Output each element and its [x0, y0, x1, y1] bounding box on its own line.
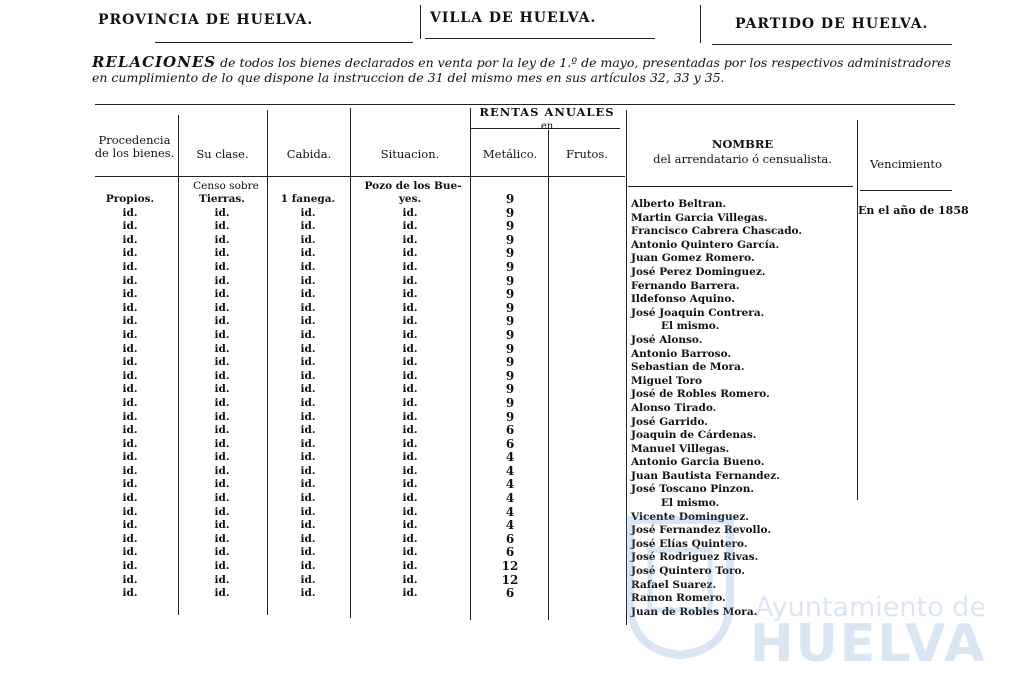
procedencia-cell-repeat: id.: [122, 383, 138, 396]
procedencia-cell-repeat: id.: [122, 369, 138, 382]
arrendatario-name: José de Robles Romero.: [631, 388, 770, 401]
cabida-cell-repeat: id.: [300, 369, 316, 382]
clase-cell-repeat: id.: [214, 546, 230, 559]
procedencia-cell-repeat: id.: [122, 424, 138, 437]
arrendatario-name: Vicente Dominguez.: [631, 510, 749, 523]
cabida-cell-repeat: id.: [300, 315, 316, 328]
arrendatario-name: José Quintero Toro.: [631, 565, 745, 578]
header-divider-right: [700, 5, 701, 43]
procedencia-cell-repeat: id.: [122, 532, 138, 545]
arrendatario-name: José Joaquin Contrera.: [631, 306, 765, 319]
clase-cell-repeat: id.: [214, 356, 230, 369]
clase-cell-repeat: id.: [214, 328, 230, 341]
metalico-value: 9: [505, 192, 515, 206]
clase-cell-repeat: id.: [214, 260, 230, 273]
cabida-cell-repeat: id.: [300, 560, 316, 573]
metalico-value: 4: [505, 504, 515, 519]
metalico-value: 9: [505, 219, 515, 234]
situacion-cell-repeat: id.: [402, 233, 418, 246]
clase-cell-repeat: id.: [214, 369, 230, 382]
procedencia-cell-repeat: id.: [122, 247, 138, 260]
header-rule-middle: [425, 38, 655, 39]
cabida-cell-repeat: id.: [300, 342, 316, 355]
cabida-cell-repeat: id.: [300, 301, 316, 314]
situacion-cell-repeat: id.: [402, 587, 418, 600]
cabida-cell-repeat: id.: [300, 396, 316, 409]
arrendatario-name: José Perez Dominguez.: [631, 265, 766, 278]
metalico-value: 12: [501, 559, 519, 574]
clase-cell-repeat: id.: [214, 560, 230, 573]
cabida-cell-repeat: id.: [300, 233, 316, 246]
arrendatario-name: José Elías Quintero.: [631, 537, 748, 550]
clase-cell-repeat: id.: [214, 233, 230, 246]
metalico-value: 9: [505, 327, 515, 342]
procedencia-cell-repeat: id.: [122, 342, 138, 355]
table-header-rule-name: [628, 186, 853, 187]
situacion-cell-repeat: id.: [402, 451, 418, 464]
clase-cell-repeat: id.: [214, 464, 230, 477]
col-situacion: Situacion.: [380, 147, 440, 161]
arrendatario-name: Manuel Villegas.: [631, 442, 730, 455]
metalico-value: 6: [505, 531, 515, 546]
situacion-cell-repeat: id.: [402, 356, 418, 369]
metalico-value: 9: [505, 300, 515, 315]
arrendatario-name: Sebastian de Mora.: [631, 361, 745, 374]
arrendatario-name: Francisco Cabrera Chascado.: [631, 225, 803, 238]
clase-column: [182, 193, 262, 601]
watermark-line2: HUELVA: [750, 614, 987, 674]
column-divider-3: [350, 108, 351, 618]
situacion-cell-repeat: id.: [402, 288, 418, 301]
cabida-cell-repeat: id.: [300, 478, 316, 491]
intro-paragraph: [92, 55, 962, 85]
partido-header: PARTIDO DE HUELVA.: [735, 16, 929, 32]
intro-lead: RELACIONES: [92, 53, 217, 71]
cabida-cell-repeat: id.: [300, 274, 316, 287]
arrendatario-name: José Garrido.: [631, 415, 708, 428]
villa-header: VILLA DE HUELVA.: [430, 10, 597, 26]
situacion-cell-repeat: id.: [402, 424, 418, 437]
arrendatario-name: Alonso Tirado.: [631, 401, 717, 414]
header-divider-left: [420, 5, 421, 39]
clase-cell-repeat: id.: [214, 505, 230, 518]
cabida-cell-repeat: id.: [300, 220, 316, 233]
situacion-cell-repeat: id.: [402, 437, 418, 450]
situacion-cell-repeat: id.: [402, 464, 418, 477]
arrendatario-name: Rafael Suarez.: [631, 578, 717, 591]
cabida-cell-repeat: id.: [300, 437, 316, 450]
situacion-cell-repeat: id.: [402, 560, 418, 573]
procedencia-cell-repeat: id.: [122, 356, 138, 369]
metalico-value: 9: [505, 341, 515, 356]
arrendatario-name: Miguel Toro: [631, 374, 703, 387]
column-divider-5: [548, 130, 549, 620]
clase-cell-repeat: id.: [214, 478, 230, 491]
procedencia-cell-repeat: id.: [122, 410, 138, 423]
situacion-cell-repeat: id.: [402, 573, 418, 586]
arrendatario-name: José Fernandez Revollo.: [631, 524, 771, 537]
clase-cell-repeat: id.: [214, 410, 230, 423]
metalico-value: 9: [505, 273, 515, 288]
arrendatario-name: Antonio Quintero García.: [631, 238, 780, 251]
arrendatario-name: Antonio Garcia Bueno.: [631, 456, 765, 469]
clase-first-line: Censo sobre: [193, 180, 259, 192]
clase-cell-repeat: id.: [214, 396, 230, 409]
cabida-cell-repeat: id.: [300, 288, 316, 301]
cabida-cell-repeat: id.: [300, 532, 316, 545]
header-rule-left: [155, 42, 413, 43]
arrendatario-name: Juan de Robles Mora.: [631, 605, 758, 618]
arrendatario-name: El mismo.: [661, 320, 720, 333]
clase-cell-first: Tierras.: [199, 193, 245, 205]
situacion-column: [355, 193, 465, 601]
situacion-cell-repeat: id.: [402, 301, 418, 314]
procedencia-cell-repeat: id.: [122, 260, 138, 273]
procedencia-cell-repeat: id.: [122, 560, 138, 573]
arrendatario-name: Juan Bautista Fernandez.: [631, 469, 780, 482]
arrendatario-name: José Rodriguez Rivas.: [631, 551, 759, 564]
procedencia-cell-repeat: id.: [122, 573, 138, 586]
metalico-value: 4: [505, 518, 515, 533]
cabida-cell-repeat: id.: [300, 247, 316, 260]
cabida-cell-repeat: id.: [300, 492, 316, 505]
cabida-cell-repeat: id.: [300, 546, 316, 559]
metalico-value: 6: [505, 423, 515, 438]
clase-cell-repeat: id.: [214, 573, 230, 586]
situacion-first-line: Pozo de los Bue-: [364, 180, 462, 192]
clase-cell-repeat: id.: [214, 315, 230, 328]
procedencia-cell-repeat: id.: [122, 478, 138, 491]
column-divider-4: [470, 108, 471, 620]
situacion-cell-repeat: id.: [402, 342, 418, 355]
column-divider-1: [178, 115, 179, 615]
situacion-cell-repeat: id.: [402, 247, 418, 260]
clase-cell-repeat: id.: [214, 342, 230, 355]
header-rule-right: [712, 44, 952, 45]
situacion-cell-repeat: id.: [402, 410, 418, 423]
procedencia-cell-repeat: id.: [122, 464, 138, 477]
situacion-cell-repeat: id.: [402, 532, 418, 545]
arrendatario-name: Joaquin de Cárdenas.: [631, 429, 757, 442]
watermark: [620, 510, 987, 674]
cabida-cell-repeat: id.: [300, 260, 316, 273]
metalico-value: 9: [505, 314, 515, 329]
situacion-cell-repeat: id.: [402, 519, 418, 532]
cabida-cell-repeat: id.: [300, 356, 316, 369]
col-clase: Su clase.: [196, 147, 249, 161]
metalico-value: 9: [505, 246, 515, 261]
arrendatario-name: José Alonso.: [631, 333, 703, 346]
clase-cell-repeat: id.: [214, 301, 230, 314]
col-nombre: NOMBRE: [711, 137, 774, 151]
cabida-cell-repeat: id.: [300, 410, 316, 423]
cabida-cell-repeat: id.: [300, 587, 316, 600]
situacion-cell-repeat: id.: [402, 505, 418, 518]
procedencia-cell-repeat: id.: [122, 220, 138, 233]
situacion-cell-repeat: id.: [402, 328, 418, 341]
metalico-value: 4: [505, 491, 515, 506]
clase-cell-repeat: id.: [214, 220, 230, 233]
metalico-value: 9: [505, 232, 515, 247]
procedencia-cell-repeat: id.: [122, 587, 138, 600]
metalico-value: 4: [505, 477, 515, 492]
arrendatario-name: Ildefonso Aquino.: [631, 293, 735, 306]
cabida-cell-repeat: id.: [300, 519, 316, 532]
clase-cell-repeat: id.: [214, 383, 230, 396]
metalico-value: 6: [505, 586, 515, 601]
situacion-cell-repeat: id.: [402, 478, 418, 491]
arrendatario-name: El mismo.: [661, 497, 720, 510]
col-cabida: Cabida.: [286, 147, 332, 161]
col-procedencia: Procedencia de los bienes.: [94, 133, 175, 160]
situacion-cell-repeat: id.: [402, 260, 418, 273]
clase-cell-repeat: id.: [214, 519, 230, 532]
cabida-cell-repeat: id.: [300, 573, 316, 586]
column-divider-7: [857, 120, 858, 500]
clase-cell-repeat: id.: [214, 587, 230, 600]
watermark-line1: Ayuntamiento de: [755, 592, 986, 623]
cabida-cell-repeat: id.: [300, 328, 316, 341]
procedencia-cell-repeat: id.: [122, 546, 138, 559]
metalico-value: 4: [505, 463, 515, 478]
situacion-cell-repeat: id.: [402, 369, 418, 382]
arrendatario-name: Alberto Beltran.: [631, 198, 727, 210]
situacion-cell-repeat: id.: [402, 220, 418, 233]
procedencia-cell-repeat: id.: [122, 396, 138, 409]
metalico-value: 4: [505, 450, 515, 465]
arrendatario-name: Juan Gomez Romero.: [631, 252, 755, 265]
col-frutos: Frutos.: [566, 147, 608, 161]
situacion-cell-repeat: id.: [402, 546, 418, 559]
procedencia-cell-repeat: id.: [122, 505, 138, 518]
procedencia-cell-repeat: id.: [122, 492, 138, 505]
clase-cell-repeat: id.: [214, 492, 230, 505]
procedencia-cell-first: Propios.: [105, 193, 155, 205]
clase-cell-repeat: id.: [214, 288, 230, 301]
situacion-cell-repeat: id.: [402, 383, 418, 396]
clase-cell-repeat: id.: [214, 247, 230, 260]
clase-cell-repeat: id.: [214, 437, 230, 450]
arrendatario-name: Martin Garcia Villegas.: [631, 211, 768, 224]
metalico-value: 6: [505, 436, 515, 451]
table-header-rule-venc: [860, 190, 952, 191]
arrendatario-name: José Toscano Pinzon.: [631, 483, 755, 496]
metalico-value: 6: [505, 545, 515, 560]
col-vencimiento: Vencimiento: [870, 157, 942, 171]
cabida-cell-repeat: id.: [300, 206, 316, 219]
situacion-cell-repeat: id.: [402, 274, 418, 287]
intro-text: de todos los bienes declarados en venta por la ley de 1.º de mayo, presentadas por los respectivos administradores en cumplimiento de lo que dispone la instruccion de 31 del mismo mes en sus artículos 32, 33 y 35.: [92, 55, 951, 85]
metalico-value: 9: [505, 355, 515, 370]
situacion-cell-repeat: id.: [402, 396, 418, 409]
procedencia-cell-repeat: id.: [122, 301, 138, 314]
metalico-value: 9: [505, 368, 515, 383]
col-metalico: Metálico.: [482, 147, 538, 161]
col-rentas: RENTAS ANUALES: [479, 105, 615, 119]
col-rentas-en: en: [540, 121, 554, 132]
cabida-cell-repeat: id.: [300, 464, 316, 477]
clase-cell-repeat: id.: [214, 451, 230, 464]
col-nombre-sub: del arrendatario ó censualista.: [653, 152, 832, 166]
arrendatario-name: Fernando Barrera.: [631, 279, 740, 292]
provincia-header: PROVINCIA DE HUELVA.: [98, 12, 314, 28]
metalico-value: 9: [505, 382, 515, 397]
procedencia-cell-repeat: id.: [122, 206, 138, 219]
clase-cell-repeat: id.: [214, 206, 230, 219]
situacion-cell-repeat: id.: [402, 492, 418, 505]
metalico-value: 9: [505, 409, 515, 424]
situacion-cell-repeat: id.: [402, 206, 418, 219]
procedencia-cell-repeat: id.: [122, 274, 138, 287]
cabida-cell-repeat: id.: [300, 383, 316, 396]
cabida-cell-repeat: id.: [300, 505, 316, 518]
coat-of-arms-icon: [620, 510, 740, 660]
vencimiento-value: En el año de 1858: [858, 204, 969, 217]
cabida-cell-first: 1 fanega.: [280, 193, 336, 205]
metalico-column: [480, 193, 540, 601]
procedencia-column: [95, 193, 165, 601]
cabida-cell-repeat: id.: [300, 424, 316, 437]
metalico-value: 12: [501, 572, 519, 587]
procedencia-cell-repeat: id.: [122, 328, 138, 341]
procedencia-cell-repeat: id.: [122, 288, 138, 301]
situacion-cell-repeat: id.: [402, 315, 418, 328]
procedencia-cell-repeat: id.: [122, 519, 138, 532]
procedencia-cell-repeat: id.: [122, 315, 138, 328]
metalico-value: 9: [505, 259, 515, 274]
metalico-value: 9: [505, 395, 515, 410]
metalico-value: 9: [505, 287, 515, 302]
clase-cell-repeat: id.: [214, 274, 230, 287]
procedencia-cell-repeat: id.: [122, 233, 138, 246]
procedencia-cell-repeat: id.: [122, 437, 138, 450]
clase-cell-repeat: id.: [214, 424, 230, 437]
cabida-cell-repeat: id.: [300, 451, 316, 464]
arrendatario-name: Ramon Romero.: [631, 592, 726, 605]
procedencia-cell-repeat: id.: [122, 451, 138, 464]
arrendatario-name: Antonio Barroso.: [631, 347, 732, 360]
clase-cell-repeat: id.: [214, 532, 230, 545]
situacion-cell-first: yes.: [398, 193, 422, 205]
cabida-column: [268, 193, 348, 601]
table-header-rule: [95, 176, 625, 177]
metalico-value: 9: [505, 205, 515, 220]
